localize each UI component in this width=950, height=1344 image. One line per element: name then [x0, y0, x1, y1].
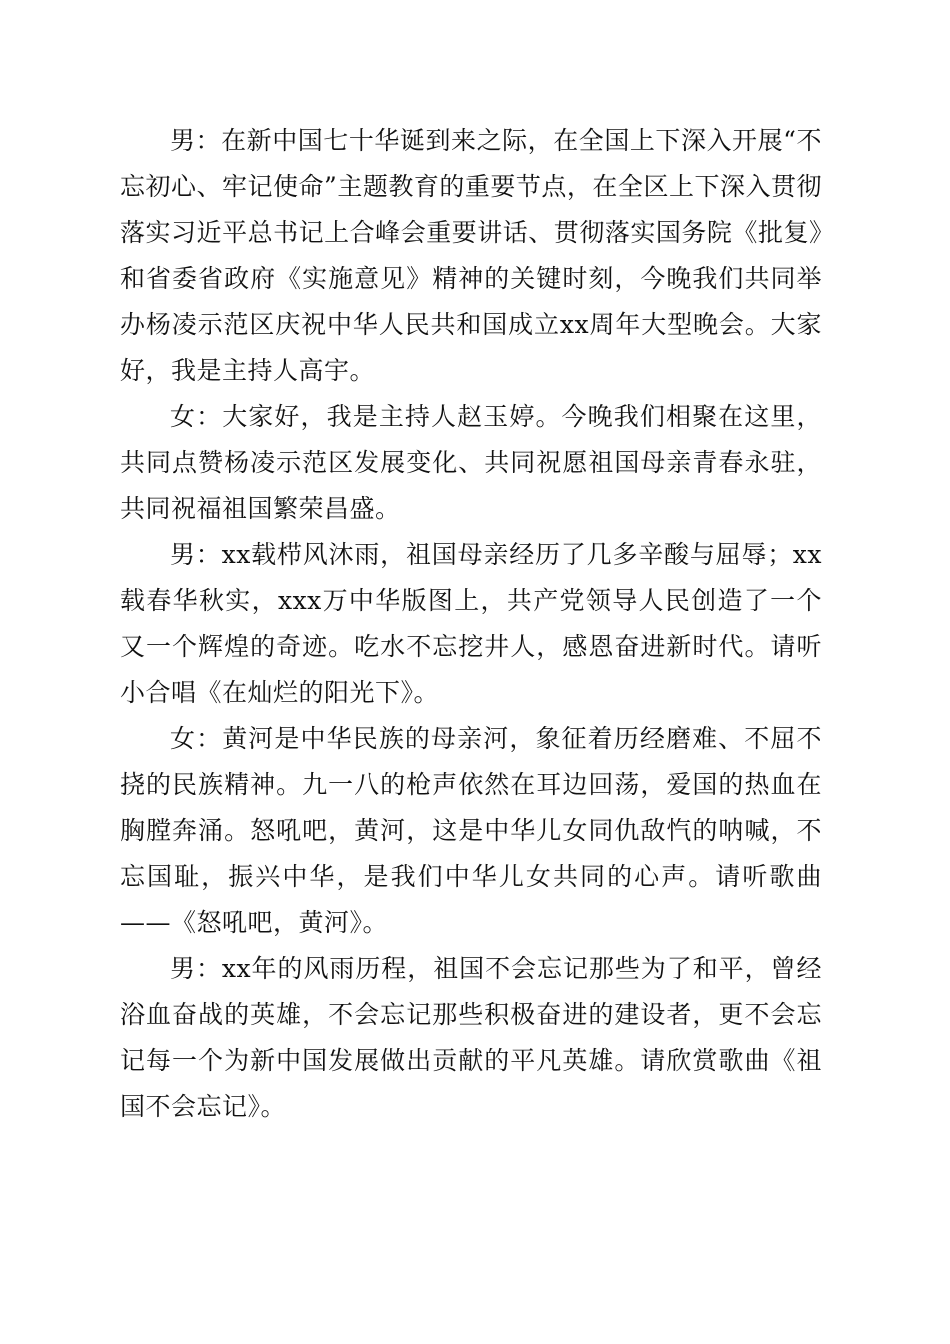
paragraph-male-host-opening: 男：在新中国七十华诞到来之际，在全国上下深入开展“不忘初心、牢记使命”主题教育的重要节点，在全区上下深入贯彻落实习近平总书记上合峰会重要讲话、贯彻落实国务院《批复》和省委省政府《实施意见》精神的关键时刻，今晚我们共同举办杨凌示范区庆祝中华人民共和国成立xx周年大型晚会。大家好，我是主持人高宇。 [120, 126, 822, 385]
paragraph-female-host-yellow-river: 女：黄河是中华民族的母亲河，象征着历经磨难、不屈不挠的民族精神。九一八的枪声依然在耳边回荡，爱国的热血在胸膛奔涌。怒吼吧，黄河，这是中华儿女同仇敌忾的呐喊，不忘国耻，振兴中华，是我们中华儿女共同的心声。请听歌曲——《怒吼吧，黄河》。 [120, 724, 822, 937]
document-page [120, 118, 822, 1130]
paragraph-female-host-greeting: 女：大家好，我是主持人赵玉婷。今晚我们相聚在这里，共同点赞杨凌示范区发展变化、共同祝愿祖国母亲青春永驻，共同祝福祖国繁荣昌盛。 [120, 402, 822, 523]
paragraph-male-host-intro-chorus: 男：xx载栉风沐雨，祖国母亲经历了几多辛酸与屈辱；xx载春华秋实，xxx万中华版图上，共产党领导人民创造了一个又一个辉煌的奇迹。吃水不忘挖井人，感恩奋进新时代。请听小合唱《在灿烂的阳光下》。 [120, 540, 822, 707]
paragraph-male-host-heroes: 男：xx年的风雨历程，祖国不会忘记那些为了和平，曾经浴血奋战的英雄，不会忘记那些积极奋进的建设者，更不会忘记每一个为新中国发展做出贡献的平凡英雄。请欣赏歌曲《祖国不会忘记》。 [120, 954, 822, 1121]
